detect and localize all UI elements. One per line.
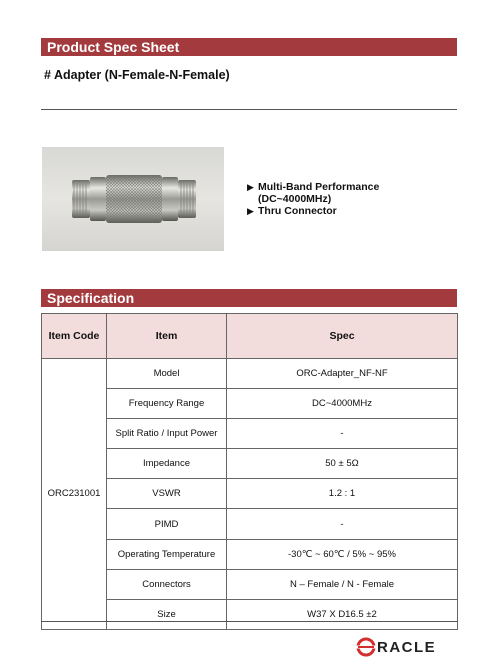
product-photo xyxy=(42,147,224,251)
divider xyxy=(41,621,457,622)
feature-list xyxy=(247,181,379,217)
feature-item-detail xyxy=(247,193,379,205)
item-cell: Impedance xyxy=(107,449,227,479)
spec-cell: - xyxy=(227,509,458,539)
item-cell: Connectors xyxy=(107,569,227,599)
item-code-cell: ORC231001 xyxy=(42,359,107,630)
feature-item xyxy=(247,205,379,217)
item-cell: VSWR xyxy=(107,479,227,509)
spec-cell: N – Female / N - Female xyxy=(227,569,458,599)
feature-item xyxy=(247,181,379,193)
product-spec-sheet-header: Product Spec Sheet xyxy=(41,38,457,56)
specification-header: Specification xyxy=(41,289,457,307)
spec-cell: 1.2 : 1 xyxy=(227,479,458,509)
spec-cell: 50 ± 5Ω xyxy=(227,449,458,479)
item-cell: Size xyxy=(107,599,227,629)
table-row xyxy=(42,359,458,389)
column-header-item-code: Item Code xyxy=(42,314,107,359)
spec-cell: W37 X D16.5 ±2 xyxy=(227,599,458,629)
logo-text: RACLE xyxy=(377,638,437,656)
feature-label: Thru Connector xyxy=(258,205,337,217)
feature-detail-label: (DC~4000MHz) xyxy=(258,193,332,205)
column-header-spec: Spec xyxy=(227,314,458,359)
table-header-row xyxy=(42,314,458,359)
item-cell: Split Ratio / Input Power xyxy=(107,419,227,449)
spec-cell: -30℃ ~ 60℃ / 5% ~ 95% xyxy=(227,539,458,569)
divider xyxy=(41,109,457,110)
spec-cell: ORC-Adapter_NF-NF xyxy=(227,359,458,389)
company-logo xyxy=(356,637,436,657)
feature-label: Multi-Band Performance xyxy=(258,181,380,193)
item-cell: Frequency Range xyxy=(107,389,227,419)
item-cell: Model xyxy=(107,359,227,389)
spec-cell: DC~4000MHz xyxy=(227,389,458,419)
item-cell: PIMD xyxy=(107,509,227,539)
column-header-item: Item xyxy=(107,314,227,359)
right-triangle-icon: ▶ xyxy=(247,206,254,216)
oracle-o-icon xyxy=(356,637,376,657)
product-subtitle: # Adapter (N-Female-N-Female) xyxy=(44,68,230,82)
spec-cell: - xyxy=(227,419,458,449)
right-triangle-icon: ▶ xyxy=(247,182,254,192)
adapter-image xyxy=(42,147,224,251)
specification-table xyxy=(41,313,458,630)
item-cell: Operating Temperature xyxy=(107,539,227,569)
